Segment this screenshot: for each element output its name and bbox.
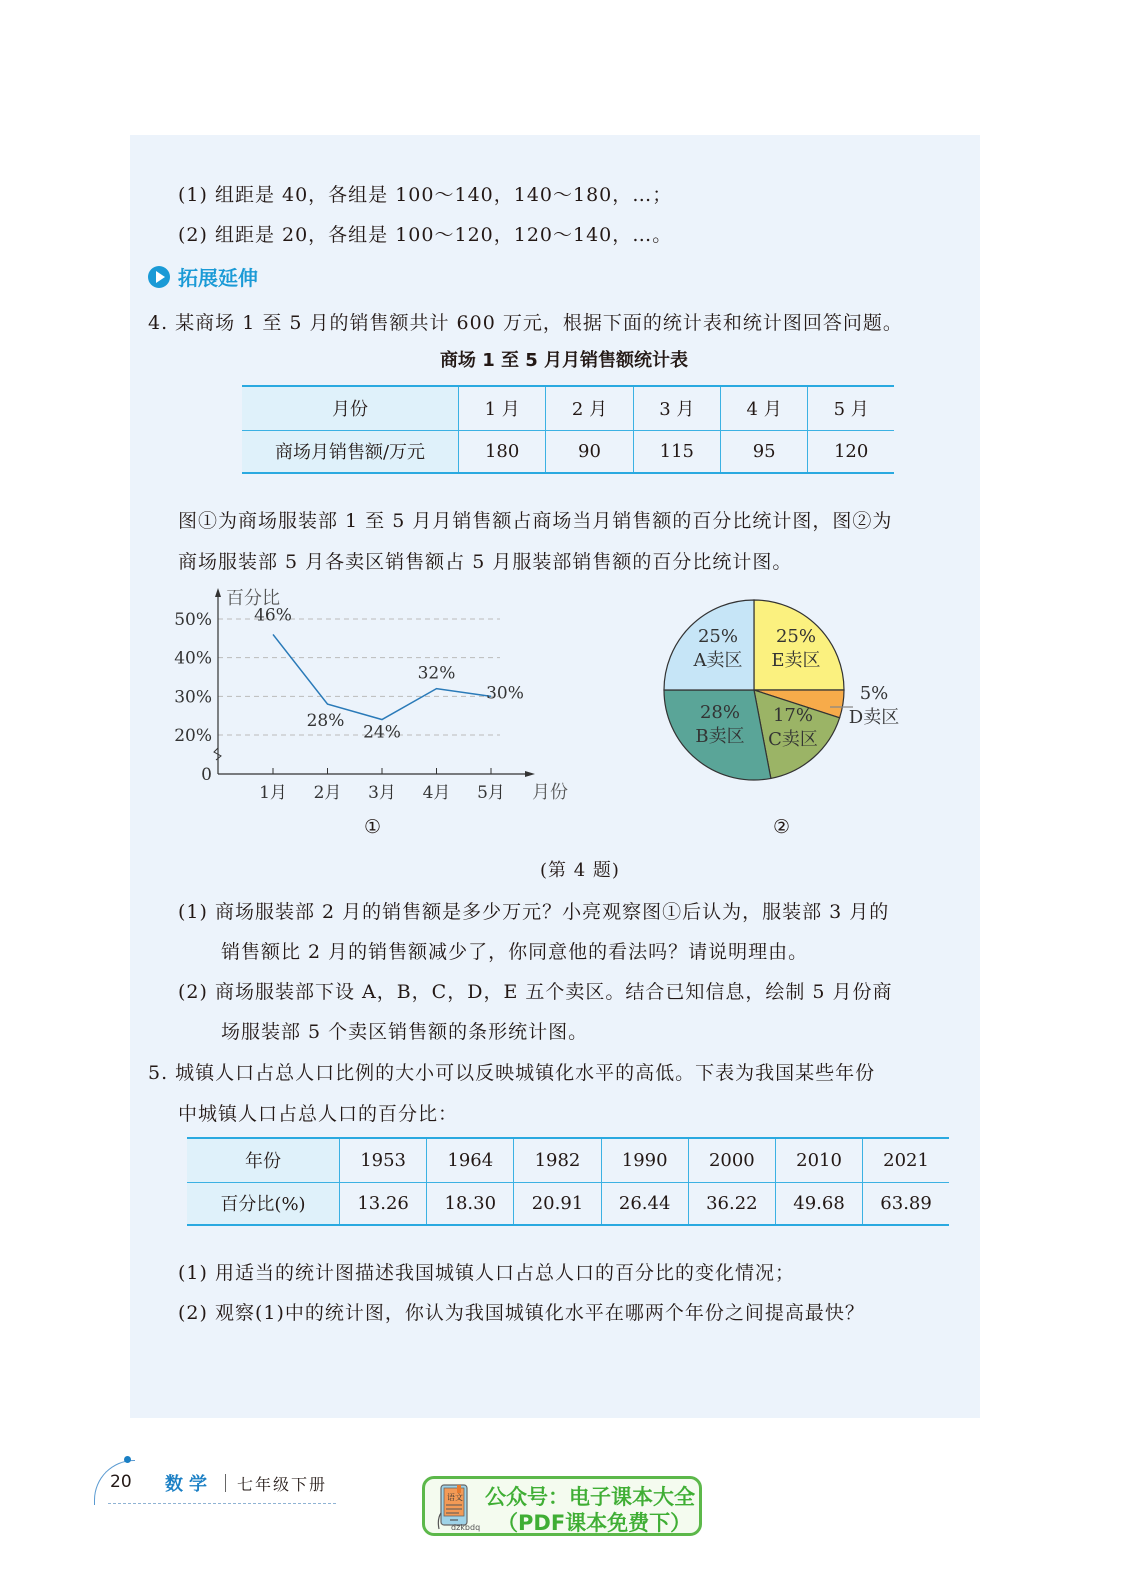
table-cell: 36.22 xyxy=(688,1182,775,1225)
footer-separator xyxy=(225,1474,226,1492)
svg-text:语文: 语文 xyxy=(447,1493,463,1502)
table-cell: 20.91 xyxy=(514,1182,601,1225)
table-cell: 13.26 xyxy=(340,1182,427,1225)
table-cell: 2021 xyxy=(863,1138,949,1182)
table-cell: 4 月 xyxy=(720,386,807,430)
table-cell: 1 月 xyxy=(459,386,546,430)
figure-description-1: 图①为商场服装部 1 至 5 月月销售额占商场当月销售额的百分比统计图，图②为 xyxy=(178,510,893,532)
line-chart xyxy=(160,580,590,810)
y-tick-label: 50% xyxy=(174,610,212,630)
badge-line-2: （PDF课本免费下） xyxy=(497,1511,692,1535)
slice-name-label: D卖区 xyxy=(848,707,900,728)
slice-percent-label: 28% xyxy=(699,702,741,723)
table-cell: 2 月 xyxy=(546,386,633,430)
table-cell: 5 月 xyxy=(808,386,894,430)
x-axis-arrow xyxy=(525,771,535,777)
y-axis-arrow xyxy=(215,588,221,597)
x-axis-label: 月份 xyxy=(532,782,568,803)
table-cell: 1990 xyxy=(601,1138,688,1182)
q4-sub1-line1: (1) 商场服装部 2 月的销售额是多少万元？小亮观察图①后认为，服装部 3 月的 xyxy=(178,901,890,923)
table-cell: 1953 xyxy=(340,1138,427,1182)
y-tick-label: 0 xyxy=(201,765,212,785)
footer-subject: 数学 xyxy=(165,1474,213,1495)
data-label: 46% xyxy=(254,605,292,626)
question-4-stem: 4. 某商场 1 至 5 月的销售额共计 600 万元，根据下面的统计表和统计图回答问题。 xyxy=(148,312,903,334)
sales-table xyxy=(242,385,894,474)
slice-percent-label: 17% xyxy=(772,705,814,726)
table-cell: 1964 xyxy=(427,1138,514,1182)
q4-sub2-line2: 场服装部 5 个卖区销售额的条形统计图。 xyxy=(221,1021,589,1043)
answer-line-2: (2) 组距是 20，各组是 100～120，120～140，…。 xyxy=(178,224,673,246)
question-5-stem-1: 5. 城镇人口占总人口比例的大小可以反映城镇化水平的高低。下表为我国某些年份 xyxy=(148,1062,876,1084)
q5-sub2: (2) 观察(1)中的统计图，你认为我国城镇化水平在哪两个年份之间提高最快？ xyxy=(178,1302,865,1324)
data-label: 30% xyxy=(486,683,524,704)
data-label: 28% xyxy=(306,711,345,732)
table-cell: 18.30 xyxy=(427,1182,514,1225)
q5-sub1: (1) 用适当的统计图描述我国城镇人口占总人口的百分比的变化情况； xyxy=(178,1262,795,1284)
question-5-stem-2: 中城镇人口占总人口的百分比： xyxy=(178,1103,459,1125)
x-tick-label: 5月 xyxy=(477,783,505,803)
x-tick-label: 3月 xyxy=(368,783,396,803)
answer-line-1: (1) 组距是 40，各组是 100～140，140～180，…； xyxy=(178,184,673,206)
table-cell: 95 xyxy=(720,430,807,473)
slice-name-label: C卖区 xyxy=(768,729,818,750)
figure-2-label: ② xyxy=(773,816,791,838)
table-cell: 63.89 xyxy=(863,1182,949,1225)
y-tick-label: 30% xyxy=(174,687,212,708)
footer-divider xyxy=(108,1503,336,1504)
slice-name-label: A卖区 xyxy=(693,650,743,671)
badge-tag: dzkbdq xyxy=(451,1523,481,1532)
table-cell: 90 xyxy=(546,430,633,473)
table-cell: 2000 xyxy=(688,1138,775,1182)
data-label: 24% xyxy=(363,722,401,743)
slice-name-label: E卖区 xyxy=(771,650,821,671)
table-row xyxy=(242,430,894,473)
table-cell: 26.44 xyxy=(601,1182,688,1225)
series-line xyxy=(273,634,491,719)
page-number: 20 xyxy=(110,1472,132,1492)
x-tick-label: 4月 xyxy=(422,783,451,803)
q4-sub1-line2: 销售额比 2 月的销售额减少了，你同意他的看法吗？请说明理由。 xyxy=(221,941,809,963)
table-row xyxy=(187,1182,949,1225)
table-cell: 49.68 xyxy=(775,1182,862,1225)
slice-percent-label: 25% xyxy=(775,626,817,647)
sales-table-title: 商场 1 至 5 月月销售额统计表 xyxy=(439,350,689,371)
figure-caption: (第 4 题) xyxy=(540,860,620,881)
footer-dot-decoration xyxy=(124,1456,131,1463)
section-title: 拓展延伸 xyxy=(178,266,258,290)
table-row xyxy=(187,1138,949,1182)
row-header: 商场月销售额/万元 xyxy=(242,430,459,473)
table-cell: 2010 xyxy=(775,1138,862,1182)
x-tick-label: 2月 xyxy=(313,783,342,803)
row-header: 百分比(%) xyxy=(187,1182,340,1225)
x-tick-label: 1月 xyxy=(259,783,287,803)
footer-book-title: 七年级下册 xyxy=(237,1475,328,1494)
q4-sub2-line1: (2) 商场服装部下设 A，B，C，D，E 五个卖区。结合已知信息，绘制 5 月份商 xyxy=(178,981,893,1003)
slice-percent-label: 25% xyxy=(697,626,739,647)
watermark-badge xyxy=(422,1476,702,1536)
table-cell: 120 xyxy=(808,430,894,473)
slice-name-label: B卖区 xyxy=(695,726,745,747)
badge-line-1: 公众号：电子课本大全 xyxy=(485,1485,695,1509)
table-cell: 180 xyxy=(459,430,546,473)
figure-1-label: ① xyxy=(364,816,382,838)
section-heading xyxy=(148,262,258,291)
pie-chart xyxy=(650,590,920,790)
row-header: 月份 xyxy=(242,386,459,430)
y-axis-label: 百分比 xyxy=(226,588,280,609)
row-header: 年份 xyxy=(187,1138,340,1182)
play-circle-icon xyxy=(148,266,170,288)
table-row xyxy=(242,386,894,430)
urbanization-table xyxy=(187,1137,949,1226)
table-cell: 3 月 xyxy=(633,386,720,430)
slice-percent-label: 5% xyxy=(859,683,889,704)
y-tick-label: 20% xyxy=(174,726,212,746)
table-cell: 1982 xyxy=(514,1138,601,1182)
figure-description-2: 商场服装部 5 月各卖区销售额占 5 月服装部销售额的百分比统计图。 xyxy=(178,551,793,573)
data-label: 32% xyxy=(417,663,456,684)
y-tick-label: 40% xyxy=(174,648,212,669)
table-cell: 115 xyxy=(633,430,720,473)
